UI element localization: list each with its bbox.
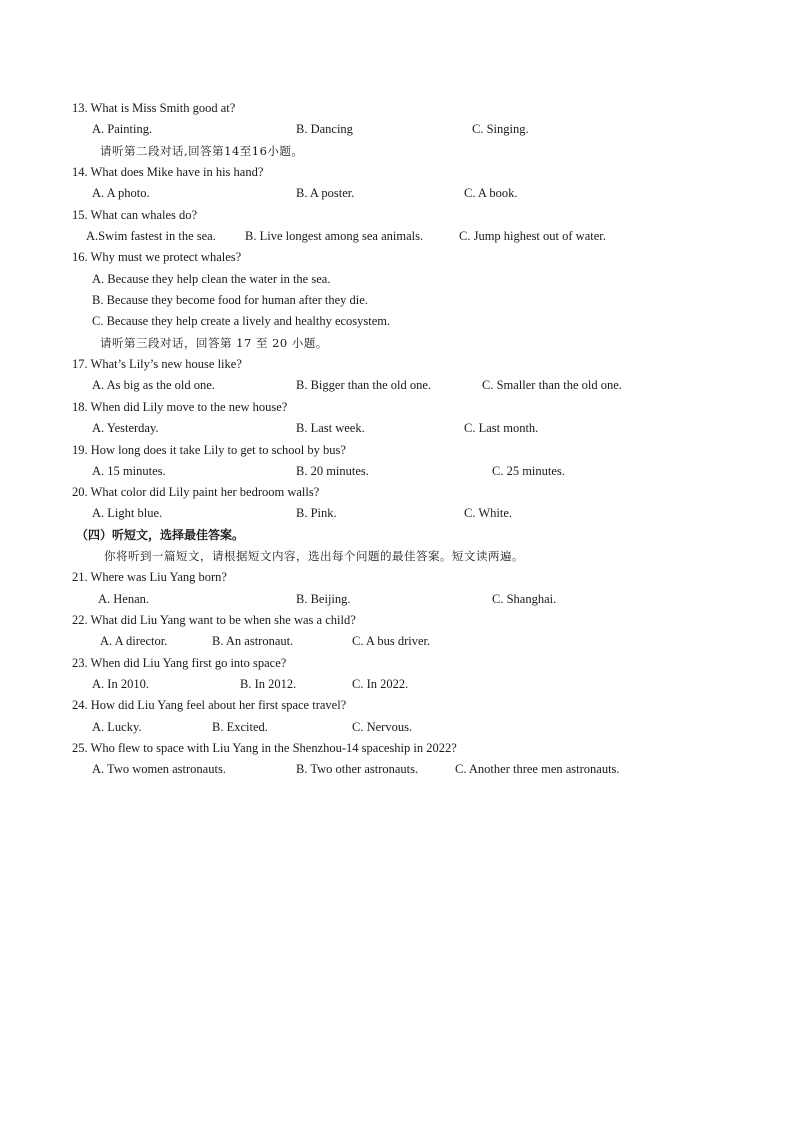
section-4-heading: （四）听短文，选择最佳答案。 — [76, 528, 245, 542]
question-14-stem: 14. What does Mike have in his hand? — [72, 165, 264, 179]
q14-option-a: A. A photo. — [92, 186, 150, 200]
q21-option-b: B. Beijing. — [296, 592, 351, 606]
q23-option-a: A. In 2010. — [92, 677, 149, 691]
q24-option-a: A. Lucky. — [92, 720, 142, 734]
q22-option-c: C. A bus driver. — [352, 634, 431, 648]
section-4-instruction: 你将听到一篇短文，请根据短文内容，选出每个问题的最佳答案。短文读两遍。 — [104, 549, 524, 563]
question-23-stem: 23. When did Liu Yang first go into space? — [72, 656, 287, 670]
q21-option-a: A. Henan. — [98, 592, 150, 606]
q15-option-c: C. Jump highest out of water. — [459, 229, 606, 243]
question-24-stem: 24. How did Liu Yang feel about her first space travel? — [72, 698, 347, 712]
q24-option-c: C. Nervous. — [352, 720, 413, 734]
q17-option-b: B. Bigger than the old one. — [296, 378, 432, 392]
q13-option-b: B. Dancing — [296, 122, 353, 136]
q14-option-b: B. A poster. — [296, 186, 355, 200]
q25-option-c: C. Another three men astronauts. — [455, 762, 620, 776]
q22-option-b: B. An astronaut. — [212, 634, 294, 648]
q20-option-b: B. Pink. — [296, 506, 337, 520]
q21-option-c: C. Shanghai. — [492, 592, 557, 606]
q13-option-c: C. Singing. — [472, 122, 529, 136]
q18-option-a: A. Yesterday. — [92, 421, 159, 435]
q20-option-c: C. White. — [464, 506, 513, 520]
question-17-stem: 17. What’s Lily’s new house like? — [72, 357, 242, 371]
question-25-stem: 25. Who flew to space with Liu Yang in the Shenzhou-14 spaceship in 2022? — [72, 741, 457, 755]
q16-option-a: A. Because they help clean the water in the sea. — [92, 272, 331, 286]
q19-option-b: B. 20 minutes. — [296, 464, 369, 478]
q23-option-b: B. In 2012. — [240, 677, 297, 691]
question-16-stem: 16. Why must we protect whales? — [72, 250, 242, 264]
instruction-dialogue-2: 请听第二段对话,回答第14至16小题。 — [100, 144, 304, 158]
q16-option-c: C. Because they help create a lively and healthy ecosystem. — [92, 314, 391, 328]
q22-option-a: A. A director. — [100, 634, 168, 648]
question-18-stem: 18. When did Lily move to the new house? — [72, 400, 288, 414]
question-19-stem: 19. How long does it take Lily to get to school by bus? — [72, 443, 346, 457]
q13-option-a: A. Painting. — [92, 122, 153, 136]
q14-option-c: C. A book. — [464, 186, 518, 200]
instruction-dialogue-3: 请听第三段对话，回答第 17 至 20 小题。 — [100, 336, 328, 350]
q25-option-b: B. Two other astronauts. — [296, 762, 419, 776]
q16-option-b: B. Because they become food for human after they die. — [92, 293, 368, 307]
q19-option-c: C. 25 minutes. — [492, 464, 565, 478]
q18-option-c: C. Last month. — [464, 421, 539, 435]
q19-option-a: A. 15 minutes. — [92, 464, 166, 478]
q20-option-a: A. Light blue. — [92, 506, 163, 520]
question-15-stem: 15. What can whales do? — [72, 208, 198, 222]
question-22-stem: 22. What did Liu Yang want to be when she was a child? — [72, 613, 356, 627]
q15-option-b: B. Live longest among sea animals. — [245, 229, 424, 243]
q17-option-a: A. As big as the old one. — [92, 378, 215, 392]
question-20-stem: 20. What color did Lily paint her bedroom walls? — [72, 485, 320, 499]
q18-option-b: B. Last week. — [296, 421, 365, 435]
q25-option-a: A. Two women astronauts. — [92, 762, 226, 776]
q23-option-c: C. In 2022. — [352, 677, 409, 691]
q15-option-a: A.Swim fastest in the sea. — [86, 229, 216, 243]
q17-option-c: C. Smaller than the old one. — [482, 378, 622, 392]
question-21-stem: 21. Where was Liu Yang born? — [72, 570, 227, 584]
q24-option-b: B. Excited. — [212, 720, 268, 734]
question-13-stem: 13. What is Miss Smith good at? — [72, 101, 236, 115]
